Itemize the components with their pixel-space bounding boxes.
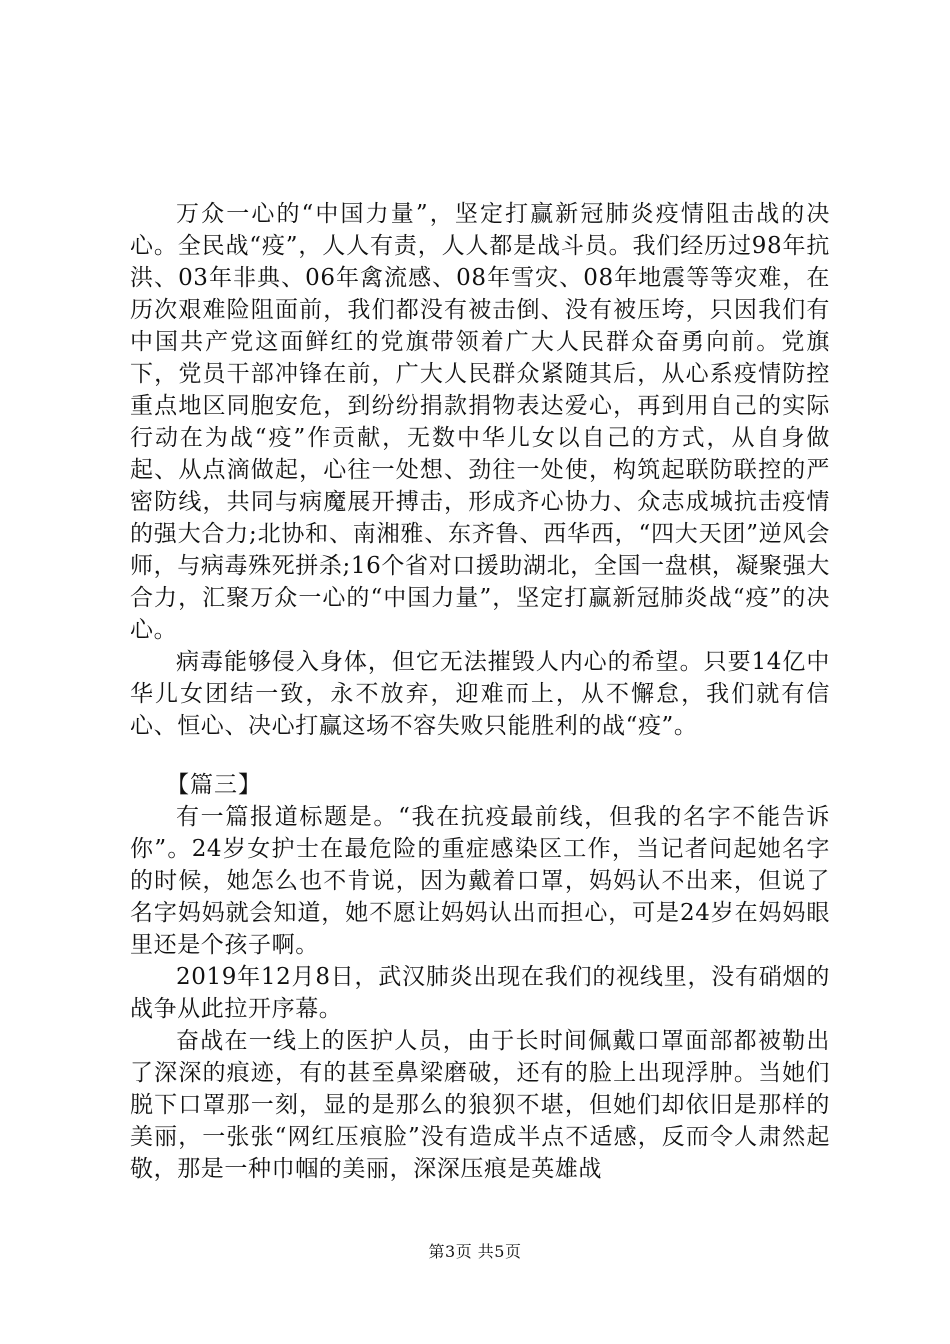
body-paragraph: 有一篇报道标题是。“我在抗疫最前线，但我的名字不能告诉你”。24岁女护士在最危险的重症感染区工作，当记者问起她名字的时候，她怎么也不肯说，因为戴着口罩，妈妈认不出来，但说了名字妈妈就会知道，她不愿让妈妈认出而担心，可是24岁在妈妈眼里还是个孩子啊。 <box>130 804 830 958</box>
section-heading: 【篇三】 <box>166 772 262 798</box>
body-paragraph: 万众一心的“中国力量”，坚定打赢新冠肺炎疫情阻击战的决心。全民战“疫”，人人有责，人人都是战斗员。我们经历过98年抗洪、03年非典、06年禽流感、08年雪灾、08年地震等等灾难，在历次艰难险阻面前，我们都没有被击倒、没有被压垮，只因我们有中国共产党这面鲜红的党旗带领着广大人民群众奋勇向前。党旗下，党员干部冲锋在前，广大人民群众紧随其后，从心系疫情防控重点地区同胞安危，到纷纷捐款捐物表达爱心，再到用自己的实际行动在为战“疫”作贡献，无数中华儿女以自己的方式，从自身做起、从点滴做起，心往一处想、劲往一处使，构筑起联防联控的严密防线，共同与病魔展开搏击，形成齐心协力、众志成城抗击疫情的强大合力;北协和、南湘雅、东齐鲁、西华西，“四大天团”逆风会师，与病毒殊死拼杀;16个省对口援助湖北，全国一盘棋，凝聚强大合力，汇聚万众一心的“中国力量”，坚定打赢新冠肺炎战“疫”的决心。 <box>130 201 830 643</box>
body-paragraph: 2019年12月8日，武汉肺炎出现在我们的视线里，没有硝烟的战争从此拉开序幕。 <box>130 964 830 1022</box>
body-paragraph: 病毒能够侵入身体，但它无法摧毁人内心的希望。只要14亿中华儿女团结一致，永不放弃，迎难而上，从不懈怠，我们就有信心、恒心、决心打赢这场不容失败只能胜利的战“疫”。 <box>130 649 830 739</box>
page-footer: 第3页 共5页 <box>428 1242 522 1261</box>
document-body <box>130 198 830 1185</box>
body-paragraph: 奋战在一线上的医护人员，由于长时间佩戴口罩面部都被勒出了深深的痕迹，有的甚至鼻梁磨破，还有的脸上出现浮肿。当她们脱下口罩那一刻，显的是那么的狼狈不堪，但她们却依旧是那样的美丽，一张张“网红压痕脸”没有造成半点不适感，反而令人肃然起敬，那是一种巾帼的美丽，深深压痕是英雄战 <box>130 1028 830 1182</box>
